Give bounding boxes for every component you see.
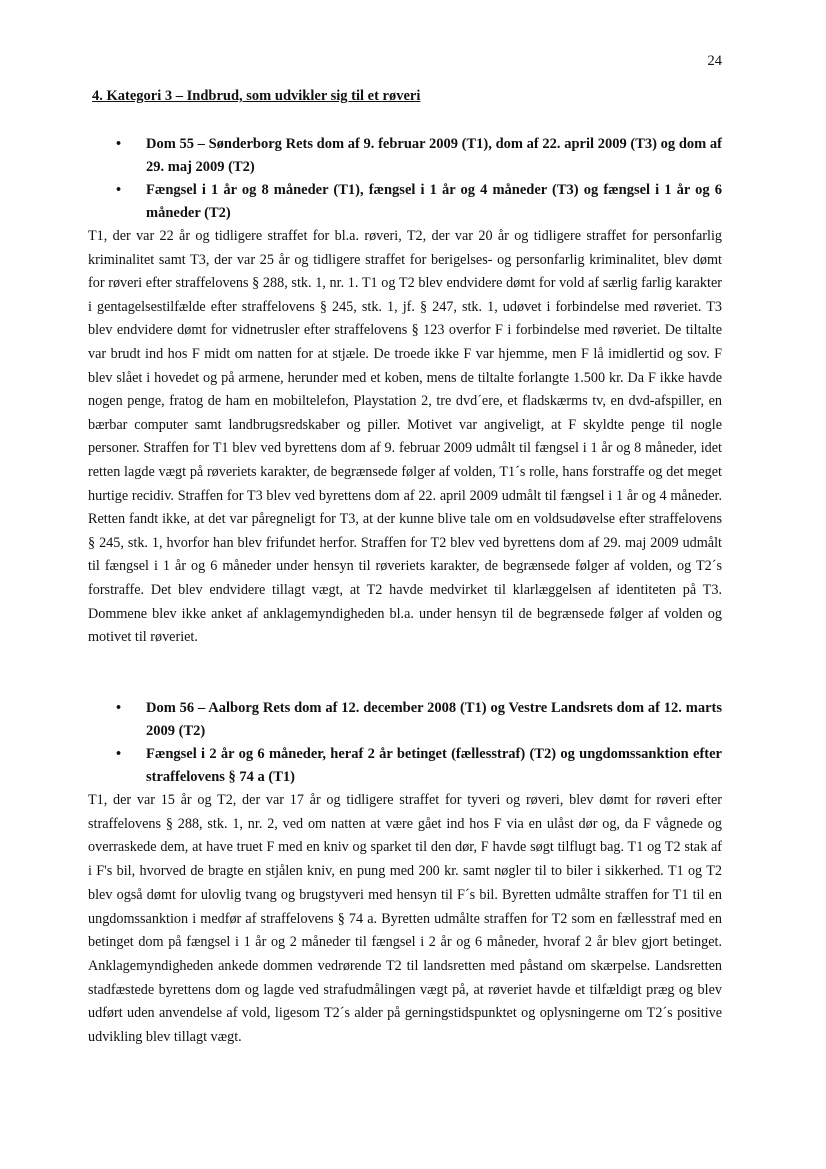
case-body-text: T1, der var 15 år og T2, der var 17 år og tidligere straffet for tyveri og røveri, blev dømt for røveri efter straffelovens § 288, stk. 1, nr. 2, ved om natten at være gået ind hos F via en ulåst dør og, da F vågnede og overraskede dem, at have truet F med en kniv og sparket til den dør, F havde søgt tilflugt bag. T1 og T2 stak af i F's bil, hvorved de bragte en stjålen kniv, en pung med 200 kr. samt nøgler til to biler i sikkerhed. T1 og T2 blev også dømt for ulovlig tvang og brugstyveri med hensyn til F´s bil. Byretten udmålte straffen for T1 til en ungdomssanktion i medfør af straffelovens § 74 a. Byretten udmålte straffen for T2 som en fællesstraf med en betinget dom på fængsel i 1 år og 2 måneder til fængsel i 2 år og 6 måneder, hvoraf 2 år blev gjort betinget. Anklagemyndigheden ankede dommen vedrørende T2 til landsretten med påstand om skærpelse. Landsretten stadfæstede byrettens dom og lagde ved strafudmålingen vægt på, at røveriet havde et tilfældigt præg og blev udført uden anvendelse af vold, ligesom T2´s alder på gerningstidspunktet og oplysningerne om T2´s positive udvikling blev tillagt vægt. — [88, 792, 722, 1046]
case-dom-56 — [88, 697, 722, 1050]
case-summary-text: Dom 56 – Aalborg Rets dom af 12. december 2008 (T1) og Vestre Landsrets dom af 12. marts 2009 (T2) — [146, 700, 722, 739]
case-dom-55 — [88, 133, 722, 650]
case-summary-item — [88, 743, 722, 789]
bullet-icon: • — [116, 746, 122, 762]
case-body-text: T1, der var 22 år og tidligere straffet for bl.a. røveri, T2, der var 20 år og tidligere straffet for personfarlig kriminalitet samt T3, der var 25 år og tidligere straffet for berigelses- og personfarlig kriminalitet, blev dømt for røveri efter straffelovens § 288, stk. 1, nr. 1. T1 og T2 blev endvidere dømt for vold af særlig farlig karakter i gentagelsestilfælde efter straffelovens § 245, stk. 1, jf. § 247, stk. 1, udøvet i forbindelse med røveriet. T3 blev endvidere dømt for vidnetrusler efter straffelovens § 123 overfor F i forbindelse med røveriet. De tiltalte var brudt ind hos F midt om natten for at stjæle. De troede ikke F var hjemme, men F lå imidlertid og sov. F blev slået i hovedet og på armene, herunder med et koben, mens de tiltalte forlangte 1.500 kr. Da F ikke havde nogen penge, fratog de ham en mobiltelefon, Playstation 2, tre dvd´ere, et fladskærms tv, en dvd-afspiller, en bærbar computer samt landbrugsredskaber og piller. Motivet var angiveligt, at F skyldte penge til nogle personer. Straffen for T1 blev ved byrettens dom af 9. februar 2009 udmålt til fængsel i 1 år og 8 måneder, idet retten lagde vægt på røveriets karakter, de begrænsede følger af volden, T1´s rolle, hans forstraffe og det meget hurtige recidiv. Straffen for T3 blev ved byrettens dom af 22. april 2009 udmålt til fængsel i 1 år og 4 måneder. Retten fandt ikke, at det var påregneligt for T3, at der kunne blive tale om en voldsudøvelse efter straffelovens § 245, stk. 1, hvorfor han blev frifundet herfor. Straffen for T2 blev ved byrettens dom af 29. maj 2009 udmålt til fængsel i 1 år og 6 måneder under hensyn til røveriets karakter, de begrænsede følger af volden, og T2´s forstraffe. Det blev endvidere tillagt vægt, at T2 havde medvirket til klarlæggelsen af identiteten på T3. Dommene blev ikke anket af anklagemyndigheden bl.a. under hensyn til de begrænsede følger af volden og motivet til røveriet. — [88, 228, 722, 646]
section-heading: 4. Kategori 3 – Indbrud, som udvikler sig til et røveri — [92, 88, 421, 104]
case-summary-text: Fængsel i 2 år og 6 måneder, heraf 2 år betinget (fællesstraf) (T2) og ungdomssanktion efter straffelovens § 74 a (T1) — [146, 746, 722, 785]
bullet-icon: • — [116, 700, 122, 716]
bullet-icon: • — [116, 136, 122, 152]
bullet-icon: • — [116, 182, 122, 198]
page-number: 24 — [707, 53, 722, 69]
case-summary-item — [88, 179, 722, 225]
case-summary-list — [88, 697, 722, 789]
case-summary-text: Dom 55 – Sønderborg Rets dom af 9. februar 2009 (T1), dom af 22. april 2009 (T3) og dom af 29. maj 2009 (T2) — [146, 136, 722, 175]
case-summary-text: Fængsel i 1 år og 8 måneder (T1), fængsel i 1 år og 4 måneder (T3) og fængsel i 1 år og 6 måneder (T2) — [146, 182, 722, 221]
case-summary-item — [88, 697, 722, 743]
case-summary-list — [88, 133, 722, 225]
case-summary-item — [88, 133, 722, 179]
